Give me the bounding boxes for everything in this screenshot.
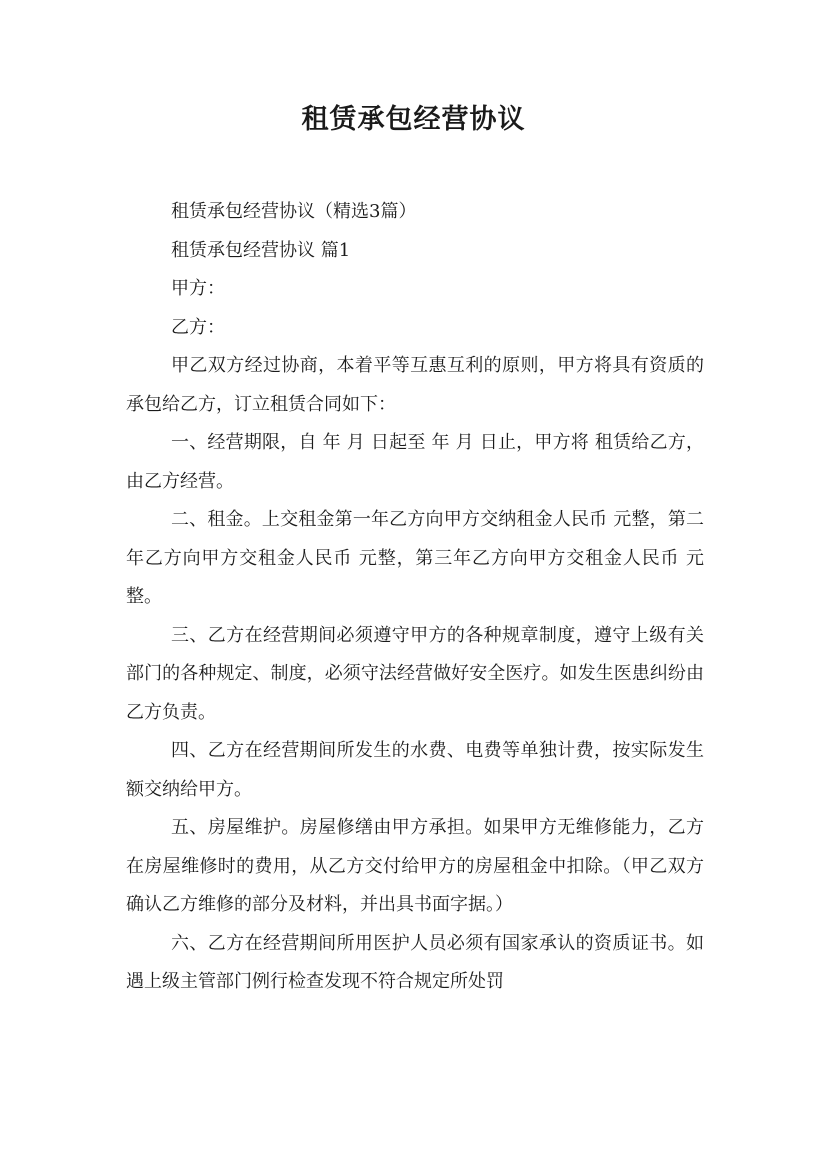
paragraph-party-b: 乙方： xyxy=(171,316,225,338)
paragraph-subtitle: 租赁承包经营协议（精选3篇） xyxy=(171,201,417,222)
paragraph-clause-4: 四、乙方在经营期间所发生的水费、电费等单独计费，按实际发生额交纳给甲方。 xyxy=(126,740,704,800)
paragraph-party-a: 甲方： xyxy=(171,278,225,299)
paragraph-clause-2: 二、租金。上交租金第一年乙方向甲方交纳租金人民币 元整，第二年乙方向甲方交租金人民币 元整，第三年乙方向甲方交租金人民币 元整。 xyxy=(126,509,704,607)
paragraph-clause-5: 五、房屋维护。房屋修缮由甲方承担。如果甲方无维修能力，乙方在房屋维修时的费用，从乙方交付给甲方的房屋租金中扣除。（甲乙双方确认乙方维修的部分及材料，并出具书面字据。） xyxy=(126,817,704,915)
paragraph-intro: 甲乙双方经过协商，本着平等互惠互利的原则，甲方将具有资质的 承包给乙方，订立租赁合同如下： xyxy=(126,355,704,415)
paragraph-clause-1: 一、经营期限，自 年 月 日起至 年 月 日止，甲方将 租赁给乙方，由乙方经营。 xyxy=(126,432,704,492)
paragraph-clause-3: 三、乙方在经营期间必须遵守甲方的各种规章制度，遵守上级有关部门的各种规定、制度，必须守法经营做好安全医疗。如发生医患纠纷由乙方负责。 xyxy=(126,624,704,723)
paragraph-clause-6: 六、乙方在经营期间所用医护人员必须有国家承认的资质证书。如遇上级主管部门例行检查发现不符合规定所处罚 xyxy=(126,932,704,992)
paragraph-section-heading: 租赁承包经营协议 篇1 xyxy=(171,239,351,261)
document-title: 租赁承包经营协议 xyxy=(301,104,526,135)
document-body xyxy=(126,193,704,1002)
